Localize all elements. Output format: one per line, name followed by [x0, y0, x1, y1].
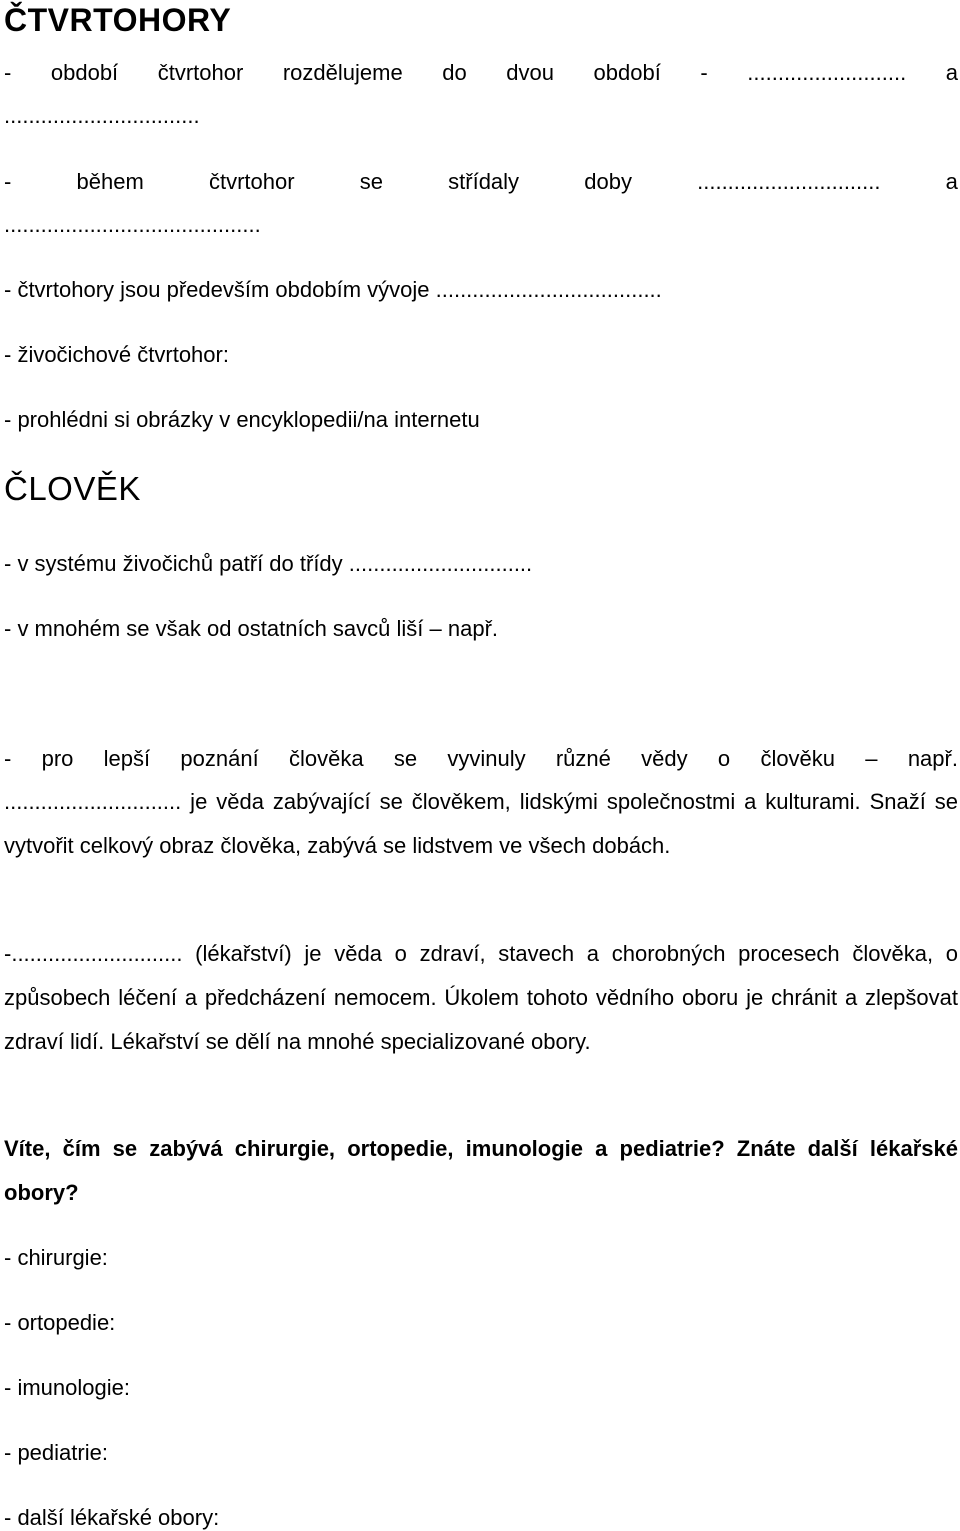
- word: -: [4, 169, 12, 194]
- word: a: [945, 60, 958, 85]
- word: střídaly: [448, 169, 520, 194]
- field-dalsi-obory: - další lékařské obory:: [4, 1505, 220, 1530]
- word: pro: [41, 746, 74, 771]
- word: –: [865, 746, 878, 771]
- line-class: - v systému živočichů patří do třídy ..............................: [4, 551, 533, 576]
- word: vědy: [641, 746, 688, 771]
- word: se: [393, 746, 418, 771]
- line-differs: - v mnohém se však od ostatních savců liší – např.: [4, 616, 499, 641]
- word: do: [442, 60, 467, 85]
- word: poznání: [180, 746, 259, 771]
- heading-ctvrtohory: ČTVRTOHORY: [4, 2, 232, 38]
- word: čtvrtohor: [208, 169, 295, 194]
- field-ortopedie: - ortopedie:: [4, 1310, 116, 1335]
- word: dvou: [506, 60, 554, 85]
- word: -: [4, 60, 12, 85]
- para-sciences-first-line: [4, 746, 958, 772]
- heading-clovek: ČLOVĚK: [4, 470, 141, 507]
- line-animals: - živočichové čtvrtohor:: [4, 342, 229, 367]
- blank-dots: ..............................: [697, 169, 881, 194]
- field-imunologie: - imunologie:: [4, 1375, 130, 1400]
- word: a: [945, 169, 958, 194]
- word: -: [700, 60, 708, 85]
- para-medicine: -............................ (lékařství) je věda o zdraví, stavech a chorobných procesech člověka, o způsobech léčení a předcházení nemocem. Úkolem tohoto vědního oboru je chránit a zlepšovat zdraví lidí. Lékařství se dělí na mnohé specializované obory.: [4, 941, 958, 1054]
- word: člověku: [760, 746, 836, 771]
- word: čtvrtohor: [157, 60, 244, 85]
- line-development: - čtvrtohory jsou především obdobím vývoje .....................................: [4, 277, 662, 302]
- line-periods-cont: ................................: [4, 103, 200, 128]
- word: období: [593, 60, 661, 85]
- word: vyvinuly: [447, 746, 526, 771]
- word: období: [50, 60, 119, 85]
- line-periods: [4, 60, 958, 86]
- question-medical-fields: Víte, čím se zabývá chirurgie, ortopedie, imunologie a pediatrie? Znáte další lékařské obory?: [4, 1136, 958, 1205]
- line-look-pictures: - prohlédni si obrázky v encyklopedii/na internetu: [4, 407, 480, 432]
- word: během: [76, 169, 144, 194]
- word: lepší: [103, 746, 151, 771]
- field-chirurgie: - chirurgie:: [4, 1245, 108, 1270]
- word: o: [717, 746, 731, 771]
- blank-dots: ..........................: [747, 60, 907, 85]
- word: se: [359, 169, 383, 194]
- word: doby: [584, 169, 632, 194]
- field-pediatrie: - pediatrie:: [4, 1440, 108, 1465]
- line-alternating: [4, 169, 958, 195]
- word: člověka: [288, 746, 364, 771]
- word: různé: [555, 746, 611, 771]
- word: -: [4, 746, 12, 771]
- para-sciences-rest: ............................. je věda zabývající se člověkem, lidskými společnostmi a kulturami. Snaží se vytvořit celkový obraz člověka, zabývá se lidstvem ve všech dobách.: [4, 789, 958, 858]
- line-alternating-cont: ..........................................: [4, 212, 261, 237]
- word: např.: [907, 746, 958, 771]
- word: rozdělujeme: [282, 60, 403, 85]
